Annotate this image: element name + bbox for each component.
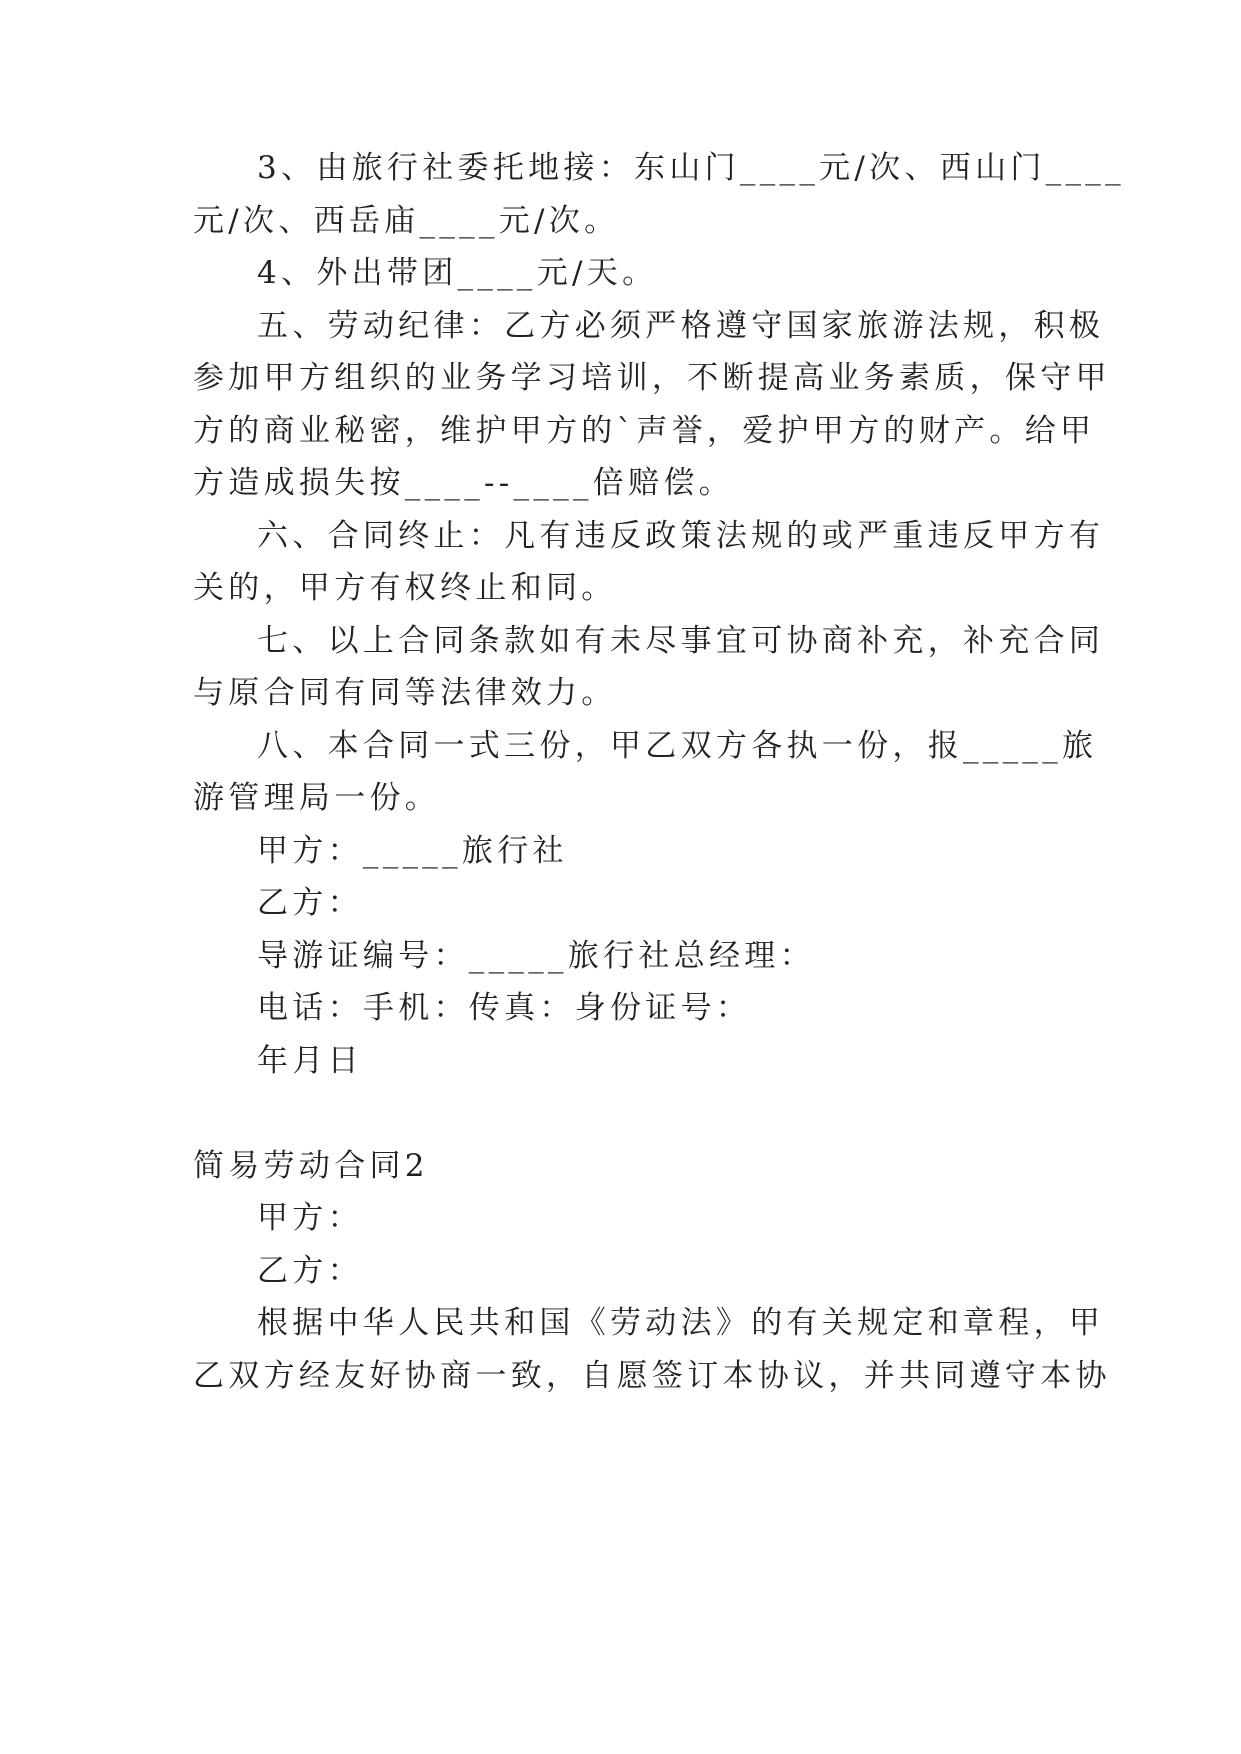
clause-5-line-1: 五、劳动纪律：乙方必须严格遵守国家旅游法规，积极	[257, 308, 1105, 344]
party-b-signature: 乙方：	[257, 885, 363, 921]
party-a-signature: 甲方：_____旅行社	[257, 833, 568, 869]
clause-4-3-line-2: 元/次、西岳庙____元/次。	[193, 203, 620, 239]
clause-6-line-2: 关的，甲方有权终止和同。	[193, 570, 617, 606]
section-title: 简易劳动合同2	[193, 1148, 429, 1184]
clause-6-line-1: 六、合同终止：凡有违反政策法规的或严重违反甲方有	[257, 518, 1105, 554]
party-a-label: 甲方：	[257, 1200, 363, 1236]
clause-7-line-1: 七、以上合同条款如有未尽事宜可协商补充，补充合同	[257, 623, 1105, 659]
clause-7-line-2: 与原合同有同等法律效力。	[193, 675, 617, 711]
date-line: 年月日	[257, 1043, 363, 1079]
clause-4-4: 4、外出带团____元/天。	[257, 255, 658, 291]
clause-5-line-3: 方的商业秘密，维护甲方的`声誉，爱护甲方的财产。给甲	[193, 413, 1096, 449]
clause-5-line-4: 方造成损失按____--____倍赔偿。	[193, 465, 734, 501]
clause-8-line-2: 游管理局一份。	[193, 780, 441, 816]
party-b-label: 乙方：	[257, 1253, 363, 1289]
clause-4-3-line-1: 3、由旅行社委托地接：东山门____元/次、西山门____	[257, 150, 1125, 186]
clause-8-line-1: 八、本合同一式三份，甲乙双方各执一份，报_____旅	[257, 728, 1098, 764]
preamble-line-1: 根据中华人民共和国《劳动法》的有关规定和章程，甲	[257, 1305, 1105, 1341]
contact-line: 电话：手机：传真：身份证号：	[257, 990, 752, 1026]
guide-license-line: 导游证编号：_____旅行社总经理：	[257, 938, 815, 974]
preamble-line-2: 乙双方经友好协商一致，自愿签订本协议，并共同遵守本协	[193, 1358, 1111, 1394]
clause-5-line-2: 参加甲方组织的业务学习培训，不断提高业务素质，保守甲	[193, 360, 1111, 396]
